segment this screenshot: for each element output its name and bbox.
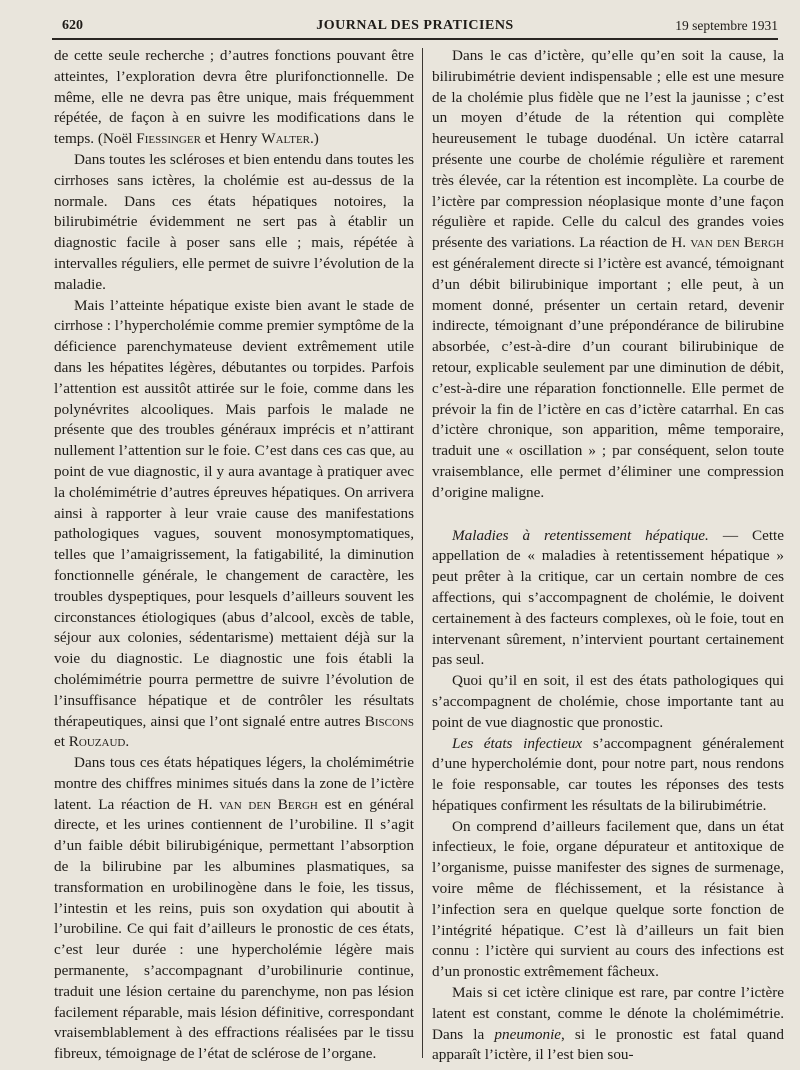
right-column xyxy=(432,46,784,1066)
paragraph: Dans tous ces états hépatiques légers, la cholémimétrie montre des chiffres minimes situés dans la zone de l’ictère latent. La réaction de H. van den Bergh est en général directe, et les urines contiennent de l’urobiline. Il s’agit d’un faible débit bilirubigénique, permettant l’absorption de la bilirubine par les albumines plasmatiques, sa transformation en urobilinogène dans le foie, les tissus, l’intestin et les reins, puis son oxydation qui aboutit à l’urobiline. Ce qui fait d’ailleurs le pronostic de ces états, c’est leur durée : une hypercholémie légère mais permanente, s’accompagnant d’urobilinurie continue, traduit une lésion certaine du parenchyme, non pas lésion facilement réparable, mais lésion définitive, correspondant vraisemblablement à des effractions réalisées par le tissu fibreux, témoignage de l’état de sclérose de l’organe. xyxy=(54,754,414,1063)
paragraph: de cette seule recherche ; d’autres fonctions pouvant être atteintes, l’exploration devra être plurifonctionnelle. De même, elle ne devra pas être unique, mais fréquemment répétée, de façon à en suivre les modifications dans le temps. (Noël Fiessinger et Henry Walter.) xyxy=(54,47,414,148)
author-name: Walter xyxy=(261,130,310,148)
paragraph: Mais l’atteinte hépatique existe bien avant le stade de cirrhose : l’hypercholémie comme premier symptôme de la déficience parenchymateuse devient extrêmement utile dans les hépatites légères, débutantes ou torpides. Parfois l’attention est aussitôt attirée sur le foie, comme dans les polynévrites alcooliques. Mais parfois le malade ne présente que des troubles généraux imprécis et n’attirant nullement l’attention sur le foie. C’est dans ces cas que, au point de vue diagnostic, il y aura avantage à pratiquer avec la cholémimétrie d’autres épreuves hépatiques. On arrivera ainsi à rapporter à leur vraie cause des manifestations pathologiques vagues, souvent monosymptomatiques, telles que l’amaigrissement, la fatigabilité, la diminution fonctionnelle générale, le changement de caractère, les troubles dyspeptiques, pour lesquels d’ailleurs souvent les circonstances étiologiques (abus d’alcool, excès de table, séjour aux colonies, sédentarisme) mettaient déjà sur la voie du diagnostic. Le diagnostic une fois établi la cholémimétrie pourra permettre de suivre l’évolution de l’insuffisance hépatique et de contrôler les résultats thérapeutiques, ainsi que l’ont signalé entre autres Biscons et Rouzaud. xyxy=(54,296,414,751)
author-name: Biscons xyxy=(364,712,414,730)
paragraph: On comprend d’ailleurs facilement que, dans un état infectieux, le foie, organe dépurateur et antitoxique de l’organisme, puisse manifester des signes de surmenage, voire même de fléchissement, et la résistance à l’infection sera en quelque quelque sorte fonction de l’intégrité hépatique. C’est là d’ailleurs un fait bien connu : l’ictère qui survient au cours des infections est d’un pronostic extrêmement fâcheux. xyxy=(432,817,784,981)
paragraph: Maladies à retentissement hépatique. — Cette appellation de « maladies à retentissement hépatique » peut prêter à la critique, car un certain nombre de ces affections, qui s’accompagnent de cholémie, le doivent certainement à des facteurs complexes, où le foie, tout en intervenant sûrement, n’intervient pourtant certainement pas seul. xyxy=(432,526,784,669)
paragraph: Dans toutes les scléroses et bien entendu dans toutes les cirrhoses sans ictères, la cholémie est au-dessus de la normale. Dans ces états hépatiques notoires, la bilirubimétrie évidemment ne sert pas à établir un diagnostic facile à poser sans elle ; mais, répétée à intervalles réguliers, elle permet de suivre l’évolution de la maladie. xyxy=(54,150,414,293)
issue-date: 19 septembre 1931 xyxy=(675,18,778,33)
page-number: 620 xyxy=(62,18,83,33)
paragraph: Les états infectieux s’accompagnent généralement d’une hypercholémie dont, pour notre part, nous rendons le foie responsable, car toutes les réponses des tests hépatiques confirment les résultats de la bilirubimétrie. xyxy=(432,734,784,814)
left-column xyxy=(54,46,414,1066)
author-name: Rouzaud xyxy=(68,733,126,751)
author-name: van den Bergh xyxy=(690,234,784,252)
paragraph: Quoi qu’il en soit, il est des états pathologiques qui s’accompagnent de cholémie, chose importante tant au point de vue diagnostic que pronostic. xyxy=(432,672,784,731)
section-gap xyxy=(432,504,784,526)
section-heading: Maladies à retentissement hépatique. xyxy=(452,526,709,544)
paragraph: Mais si cet ictère clinique est rare, par contre l’ictère latent est constant, comme le dénote la cholémimétrie. Dans la pneumonie, si le pronostic est fatal quand apparaît l’ictère, il l’est bien sou- xyxy=(432,984,784,1064)
disease-term: pneumonie xyxy=(494,1025,562,1043)
page-header xyxy=(52,16,778,40)
journal-title: JOURNAL DES PRATICIENS xyxy=(316,18,514,33)
section-heading: Les états infectieux xyxy=(452,734,583,752)
column-divider xyxy=(422,48,423,1058)
author-name: van den Bergh xyxy=(219,795,318,813)
author-name: Fiessinger xyxy=(136,130,201,148)
paragraph: Dans le cas d’ictère, qu’elle qu’en soit la cause, la bilirubimétrie devient indispensable ; elle est une mesure de la cholémie plus fidèle que ne l’est la jaunisse ; c’est un moyen d’étude de la rétention qui complète heureusement le tubage duodénal. Un ictère catarral présente une courbe de cholémie régulière et rarement très élevée, car la rétention est incomplète. La courbe de l’ictère par compression néoplasique monte d’une façon régulière et rapide. Celle du calcul des grandes voies présente des variations. La réaction de H. van den Bergh est généralement directe si l’ictère est avancé, témoignant d’un débit bilirubinique important ; elle peut, à un moment donné, présenter un certain retard, devenir indirecte, témoignant d’une prépondérance de bilirubine absorbée, c’est-à-dire d’un courant bilirubinique de retour, explicable seulement par une diminution de débit, c’est-à-dire une réparation fonctionnelle. Elle permet de prévoir la fin de l’ictère en cas d’ictère catarrhal. En cas d’ictère chronique, son apparition, même temporaire, traduit une « oscillation » ; par conséquent, selon toute vraisemblance, elle permet d’éliminer une compression d’origine maligne. xyxy=(432,47,784,501)
